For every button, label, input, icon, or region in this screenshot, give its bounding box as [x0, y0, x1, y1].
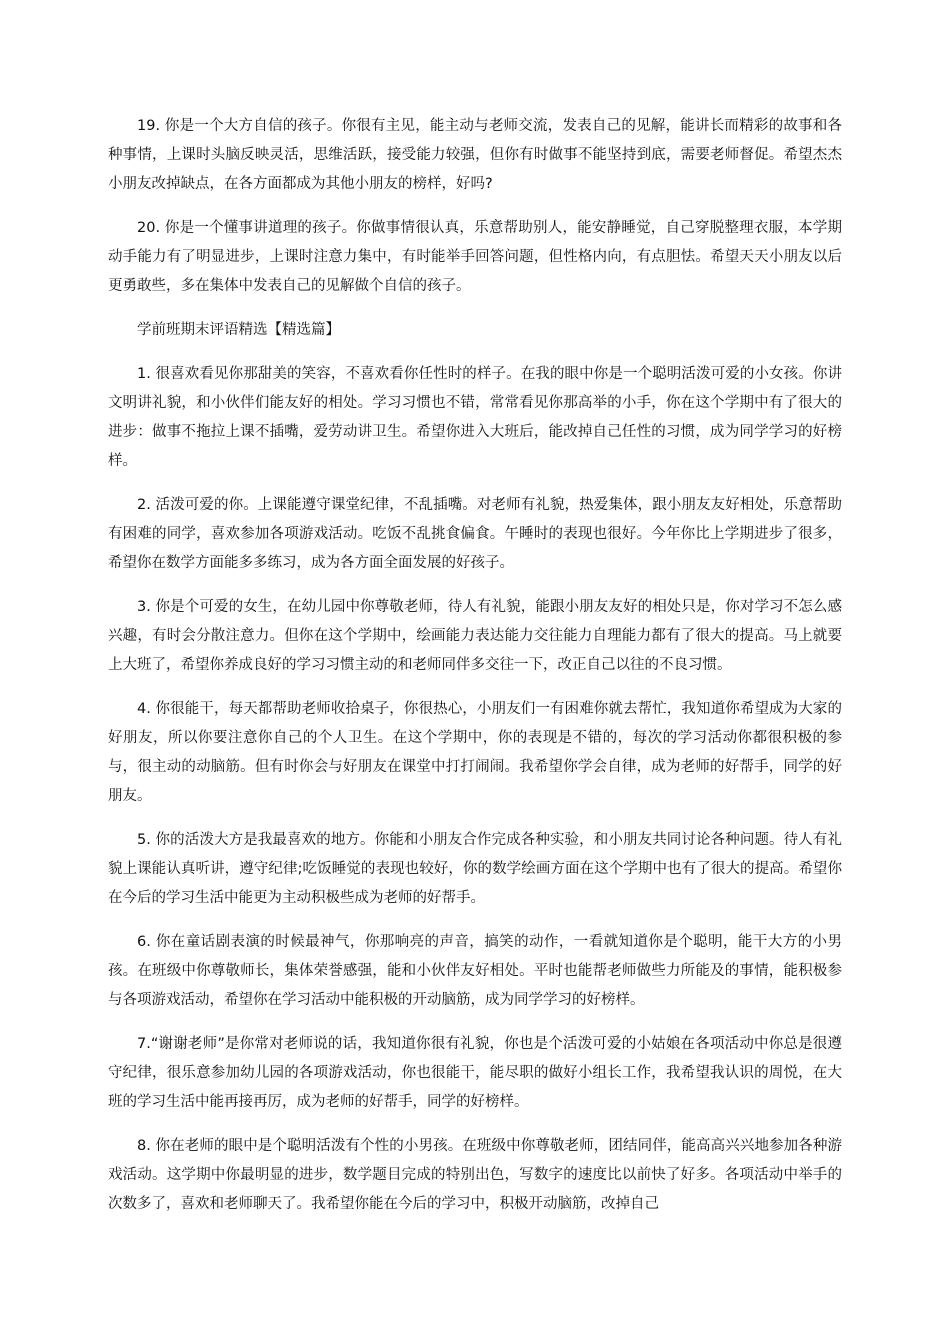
section-heading: 学前班期末评语精选【精选篇】: [137, 322, 340, 338]
section-paragraph-1: 1. 很喜欢看见你那甜美的笑容，不喜欢看你任性时的样子。在我的眼中你是一个聪明活泼可爱的小女孩。你讲文明讲礼貌，和小伙伴们能友好的相处。学习习惯也不错，常常看见你那高举的小手，你在这个学期中有了很大的进步：做事不拖拉上课不插嘴，爱劳动讲卫生。希望你进入大班后，能改掉自己任性的习惯，成为同学学习的好榜样。: [108, 366, 842, 469]
section-paragraph-6: 6. 你在童话剧表演的时候最神气，你那响亮的声音，搞笑的动作，一看就知道你是个聪明，能干大方的小男孩。在班级中你尊敬师长，集体荣誉感强，能和小伙伴友好相处。平时也能帮老师做些力所能及的事情，能积极参与各项游戏活动，希望你在学习活动中能积极的开动脑筋，成为同学学习的好榜样。: [108, 934, 842, 1008]
paragraph-20: 20. 你是一个懂事讲道理的孩子。你做事情很认真，乐意帮助别人，能安静睡觉，自己穿脱整理衣服，本学期动手能力有了明显进步，上课时注意力集中，有时能举手回答问题，但性格内向，有点胆怯。希望天天小朋友以后更勇敢些，多在集体中发表自己的见解做个自信的孩子。: [108, 220, 842, 294]
section-paragraph-7: 7.“谢谢老师”是你常对老师说的话，我知道你很有礼貌，你也是个活泼可爱的小姑娘在各项活动中你总是很遵守纪律，很乐意参加幼儿园的各项游戏活动，你也很能干，能尽职的做好小组长工作，我希望我认识的周悦，在大班的学习生活中能再接再厉，成为老师的好帮手，同学的好榜样。: [108, 1036, 842, 1110]
section-paragraph-8: 8. 你在老师的眼中是个聪明活泼有个性的小男孩。在班级中你尊敬老师，团结同伴，能高高兴兴地参加各种游戏活动。这学期中你最明显的进步，数学题目完成的特别出色，写数字的速度比以前快了好多。各项活动中举手的次数多了，喜欢和老师聊天了。我希望你能在今后的学习中，积极开动脑筋，改掉自己: [108, 1138, 842, 1212]
paragraph-19: 19. 你是一个大方自信的孩子。你很有主见，能主动与老师交流，发表自己的见解，能讲长而精彩的故事和各种事情，上课时头脑反映灵活，思维活跃，接受能力较强，但你有时做事不能坚持到底，需要老师督促。希望杰杰小朋友改掉缺点，在各方面都成为其他小朋友的榜样，好吗?: [108, 118, 842, 192]
section-paragraph-2: 2. 活泼可爱的你。上课能遵守课堂纪律，不乱插嘴。对老师有礼貌，热爱集体，跟小朋友友好相处，乐意帮助有困难的同学，喜欢参加各项游戏活动。吃饭不乱挑食偏食。午睡时的表现也很好。今年你比上学期进步了很多，希望你在数学方面能多多练习，成为各方面全面发展的好孩子。: [108, 497, 842, 571]
section-paragraph-4: 4. 你很能干，每天都帮助老师收拾桌子，你很热心，小朋友们一有困难你就去帮忙，我知道你希望成为大家的好朋友，所以你要注意你自己的个人卫生。在这个学期中，你的表现是不错的，每次的学习活动你都很积极的参与，很主动的动脑筋。但有时你会与好朋友在课堂中打打闹闹。我希望你学会自律，成为老师的好帮手，同学的好朋友。: [108, 701, 842, 804]
section-paragraph-3: 3. 你是个可爱的女生，在幼儿园中你尊敬老师，待人有礼貌，能跟小朋友友好的相处只是，你对学习不怎么感兴趣，有时会分散注意力。但你在这个学期中，绘画能力表达能力交往能力自理能力都有了很大的提高。马上就要上大班了，希望你养成良好的学习习惯主动的和老师同伴多交往一下，改正自己以往的不良习惯。: [108, 599, 842, 673]
section-paragraph-5: 5. 你的活泼大方是我最喜欢的地方。你能和小朋友合作完成各种实验，和小朋友共同讨论各种问题。待人有礼貌上课能认真听讲，遵守纪律;吃饭睡觉的表现也较好，你的数学绘画方面在这个学期中也有了很大的提高。希望你在今后的学习生活中能更为主动积极些成为老师的好帮手。: [108, 832, 842, 906]
document-page: [108, 112, 842, 1234]
